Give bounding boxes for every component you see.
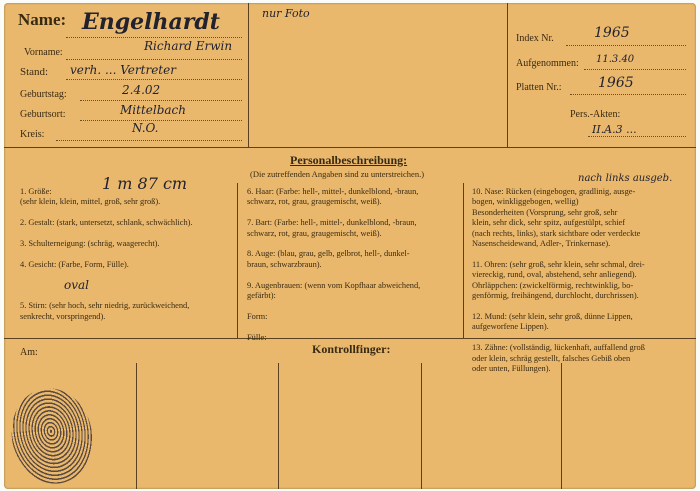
aufgenommen-line — [584, 69, 686, 70]
gesicht-value: oval — [64, 278, 89, 292]
geburtsort-label: Geburtsort: — [20, 109, 66, 120]
vorname-label: Vorname: — [24, 47, 63, 58]
vorname-line — [66, 59, 242, 60]
nase-note: nach links ausgeb. — [578, 173, 673, 184]
divider-col2 — [463, 183, 464, 338]
vorname-value: Richard Erwin — [144, 39, 233, 53]
personal-subtitle: (Die zutreffenden Angaben sind zu unterstreichen.) — [250, 169, 425, 179]
stand-value: verh. ... Vertreter — [70, 63, 176, 77]
index-label: Index Nr. — [516, 33, 554, 44]
platten-line — [570, 94, 686, 95]
kreis-value: N.O. — [132, 121, 159, 135]
aufgenommen-value: 11.3.40 — [596, 54, 635, 65]
personal-column-3: 10. Nase: Rücken (eingebogen, gradlinig, ausge- bogen, winkliggebogen, wellig) Besonderheiten (Vorsprung, sehr groß, sehr klein, sehr dick, sehr spitz, aufgestülpt, schief (nach rechts, links), stark sichtbare oder verdeckte Nasenscheidewand, Adler-, Trinkernase). 11. Ohren: (sehr groß, sehr klein, sehr schmal, drei- viereckig, rund, oval, abstehend, sehr anliegend). Ohrläppchen: (zwickelförmig, rechtwinklig, bo- genförmig, freihängend, durchlocht, durchrissen). 12. Mund: (sehr klein, sehr groß, dünne Lippen, aufgeworfene Lippen). 13. Zähne: (vollständig, lückenhaft, auffallend groß oder klein, schräg gestellt, falsches Gebiß oben oder unten, Füllungen). — [472, 187, 645, 373]
divider-mid-horizontal — [4, 147, 696, 148]
kreis-line — [56, 140, 242, 141]
stand-line — [66, 79, 242, 80]
geburtsort-value: Mittelbach — [120, 103, 186, 117]
index-value: 1965 — [594, 25, 630, 41]
personal-column-2: 6. Haar: (Farbe: hell-, mittel-, dunkelblond, -braun, schwarz, rot, grau, graugemischt, weiß). 7. Bart: (Farbe: hell-, mittel-, dunkelblond, -braun, schwarz, rot, grau, graugemischt, weiß). 8. Auge: (blau, grau, gelb, gelbrot, hell-, dunkel- braun, schwarzbraun). 9. Augenbrauen: (wenn vom Kopfhaar abweichend, gefärbt): Form: Fülle: — [247, 187, 421, 342]
am-label: Am: — [20, 347, 38, 358]
stand-label: Stand: — [20, 66, 49, 78]
platten-value: 1965 — [598, 75, 634, 91]
name-label: Name: — [18, 10, 67, 29]
name-line — [66, 37, 242, 38]
registration-card — [4, 3, 696, 489]
finger-box-2 — [278, 363, 279, 489]
aufgenommen-label: Aufgenommen: — [516, 58, 579, 69]
index-line — [566, 45, 686, 46]
photo-note: nur Foto — [262, 7, 310, 20]
akten-line — [588, 136, 686, 137]
name-value: Engelhardt — [82, 9, 220, 35]
geburtstag-value: 2.4.02 — [122, 83, 161, 97]
geburtstag-label: Geburtstag: — [20, 89, 67, 100]
personal-column-1: 1. Größe: (sehr klein, klein, mittel, groß, sehr groß). 2. Gestalt: (stark, untersetzt, schlank, schwächlich). 3. Schulterneigung: (schräg, waagerecht). 4. Gesicht: (Farbe, Form, Fülle). 5. Stirn: (sehr hoch, sehr niedrig, zurückweichend, senkrecht, vorspringend). — [20, 187, 193, 321]
kontrollfinger-title: Kontrollfinger: — [312, 342, 391, 356]
finger-box-3 — [421, 363, 422, 489]
platten-label: Platten Nr.: — [516, 82, 562, 93]
divider-left — [248, 3, 249, 147]
finger-box-4 — [561, 363, 562, 489]
geburtstag-line — [80, 100, 242, 101]
groesse-value: 1 m 87 cm — [102, 174, 188, 193]
akten-value: II.A.3 ... — [592, 123, 637, 136]
finger-box-1 — [136, 363, 137, 489]
personal-title: Personalbeschreibung: — [290, 153, 408, 167]
divider-right — [507, 3, 508, 147]
kreis-label: Kreis: — [20, 129, 45, 140]
fingerprint-image — [4, 381, 101, 489]
akten-label: Pers.-Akten: — [570, 109, 621, 120]
geburtsort-line — [80, 120, 242, 121]
divider-col1 — [237, 183, 238, 338]
